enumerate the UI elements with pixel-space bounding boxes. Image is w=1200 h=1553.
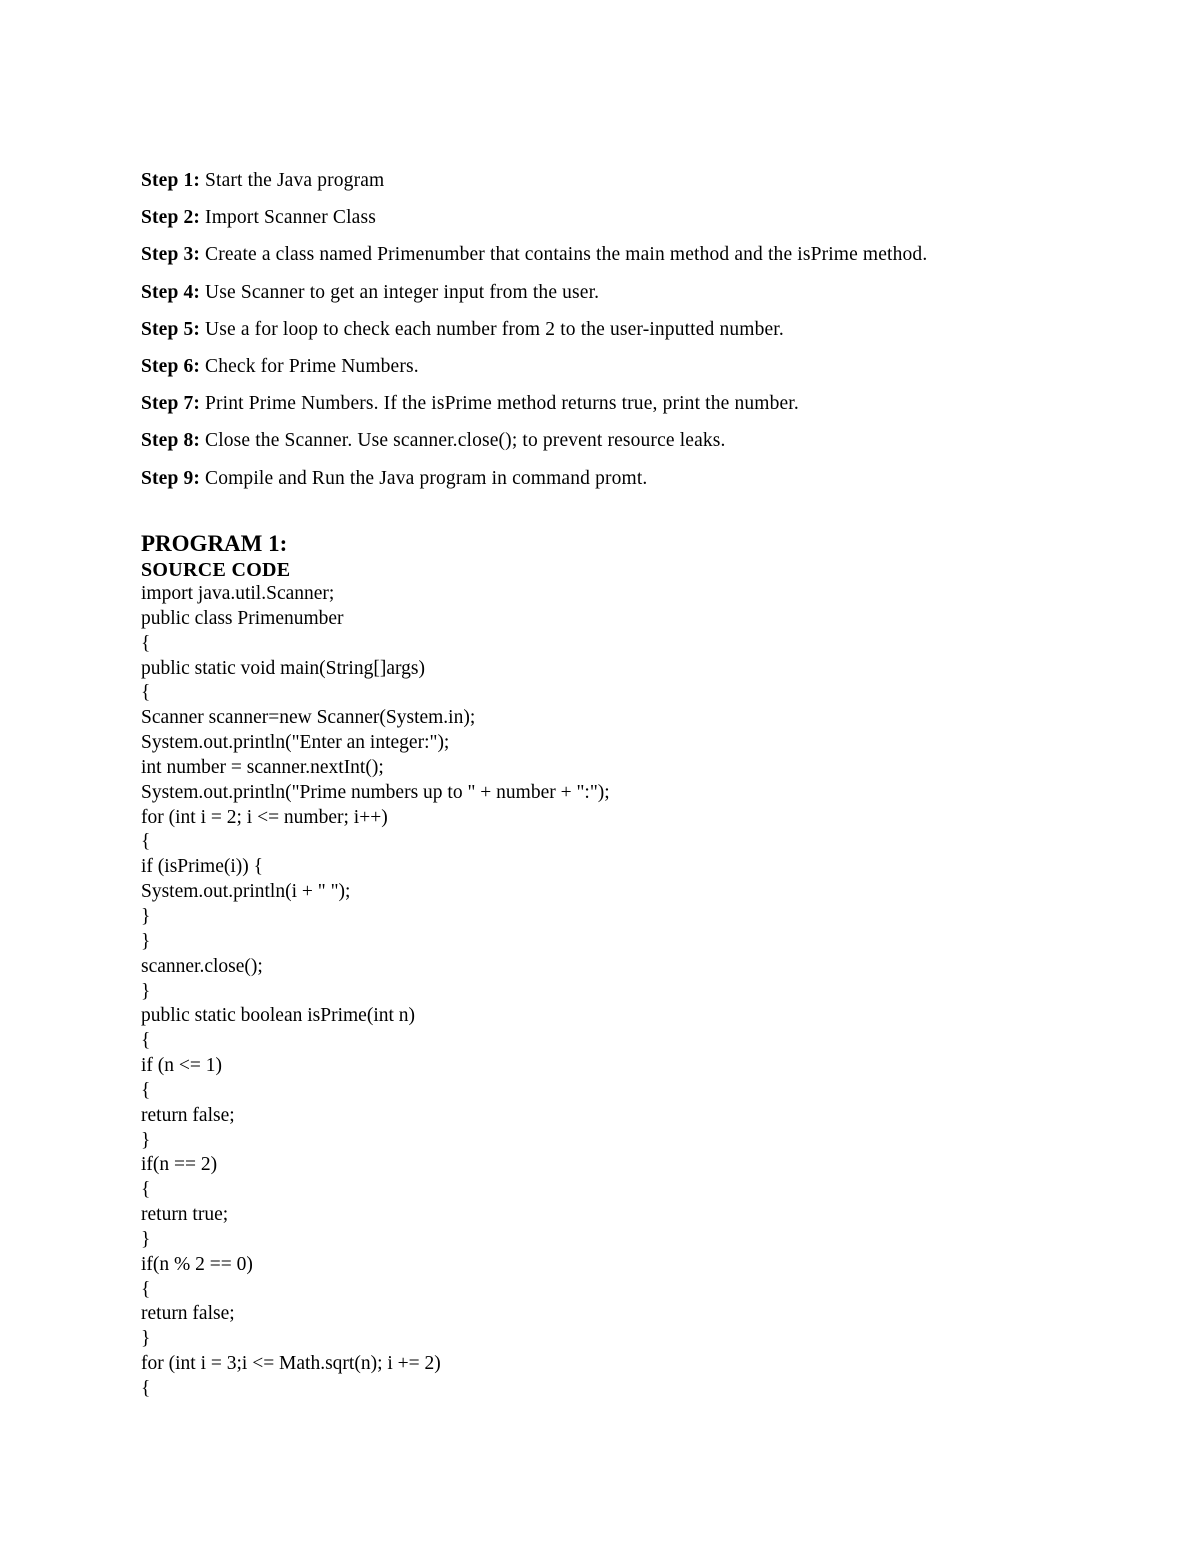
step-label: Step 1: (141, 170, 201, 191)
program-title: PROGRAM 1: (141, 531, 288, 556)
code-line: { (141, 1179, 151, 1201)
code-line: public static void main(String[]args) (141, 657, 425, 679)
code-line: } (141, 905, 151, 927)
step-item (141, 203, 1141, 240)
code-line: public class Primenumber (141, 607, 344, 629)
source-code-heading: SOURCE CODE (141, 559, 291, 581)
source-code-block (141, 582, 1141, 1402)
step-list (141, 166, 1141, 501)
code-line: for (int i = 3;i <= Math.sqrt(n); i += 2) (141, 1353, 441, 1375)
code-line: int number = scanner.nextInt(); (141, 756, 384, 778)
step-label: Step 2: (141, 207, 201, 229)
code-line: return true; (141, 1204, 229, 1226)
step-item (141, 166, 1141, 203)
code-line: { (141, 1079, 151, 1101)
step-text: Close the Scanner. Use scanner.close(); to prevent resource leaks. (205, 430, 726, 452)
code-line: } (141, 980, 151, 1002)
step-label: Step 9: (141, 467, 201, 489)
step-item (141, 315, 1141, 352)
code-line: System.out.println("Enter an integer:"); (141, 732, 450, 754)
step-text: Check for Prime Numbers. (205, 355, 419, 377)
code-line: for (int i = 2; i <= number; i++) (141, 806, 388, 828)
code-line: import java.util.Scanner; (141, 583, 335, 604)
code-line: return false; (141, 1104, 235, 1126)
step-item (141, 389, 1141, 426)
code-line: } (141, 1328, 151, 1350)
code-line: return false; (141, 1303, 235, 1325)
step-label: Step 6: (141, 355, 201, 377)
code-line: if (n <= 1) (141, 1055, 223, 1077)
step-text: Import Scanner Class (205, 207, 376, 229)
code-line: if (isPrime(i)) { (141, 856, 263, 878)
step-label: Step 8: (141, 430, 201, 452)
code-line: public static boolean isPrime(int n) (141, 1005, 416, 1027)
step-label: Step 3: (141, 244, 201, 266)
code-line: { (141, 831, 151, 853)
step-text: Create a class named Primenumber that contains the main method and the isPrime method. (205, 244, 928, 266)
step-text: Print Prime Numbers. If the isPrime method returns true, print the number. (205, 393, 799, 415)
code-line: { (141, 632, 151, 654)
code-line: scanner.close(); (141, 955, 263, 977)
code-line: { (141, 682, 151, 704)
code-line: Scanner scanner=new Scanner(System.in); (141, 707, 476, 729)
step-label: Step 4: (141, 281, 201, 303)
step-text: Use a for loop to check each number from 2 to the user-inputted number. (205, 318, 784, 340)
code-line: { (141, 1030, 151, 1052)
step-label: Step 5: (141, 318, 201, 340)
step-item (141, 426, 1141, 463)
step-label: Step 7: (141, 393, 201, 415)
code-line: { (141, 1378, 151, 1399)
step-item (141, 464, 1141, 501)
step-text: Use Scanner to get an integer input from the user. (205, 281, 600, 303)
code-line: System.out.println(i + " "); (141, 881, 351, 903)
step-item (141, 240, 1141, 277)
code-line: System.out.println("Prime numbers up to " + number + ":"); (141, 781, 610, 803)
code-line: } (141, 1129, 151, 1151)
code-line: if(n == 2) (141, 1154, 218, 1176)
code-line: } (141, 1228, 151, 1250)
step-item (141, 352, 1141, 389)
step-text: Compile and Run the Java program in command promt. (205, 467, 648, 489)
code-line: { (141, 1278, 151, 1300)
code-line: if(n % 2 == 0) (141, 1253, 253, 1275)
step-text: Start the Java program (205, 170, 385, 191)
step-item (141, 278, 1141, 315)
code-line: } (141, 930, 151, 952)
